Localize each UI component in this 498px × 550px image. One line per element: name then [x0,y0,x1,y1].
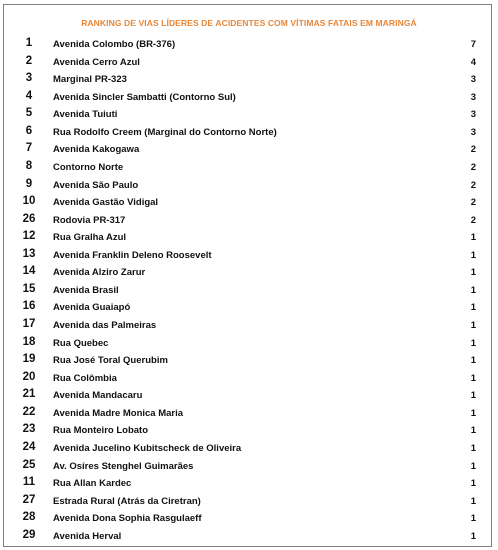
table-row [0,53,498,71]
rank-number: 4 [25,89,33,102]
rank-number: 18 [22,335,36,348]
table-row [0,88,498,106]
ranking-table [0,35,498,544]
road-name: Rua Allan Kardec [53,478,132,490]
fatal-accident-count: 7 [470,39,476,50]
road-name: Avenida Jucelino Kubitscheck de Oliveira [53,442,242,454]
rank-number: 26 [22,212,36,225]
rank-number: 7 [25,142,33,155]
road-name: Avenida Herval [53,530,122,542]
rank-number: 28 [22,511,36,524]
fatal-accident-count: 3 [470,126,476,138]
fatal-accident-count: 1 [470,372,476,384]
table-row [0,123,498,141]
rank-number: 3 [25,72,33,85]
fatal-accident-count: 1 [470,442,476,454]
rank-number: 25 [22,458,36,471]
road-name: Avenida Guaiapó [53,302,131,314]
fatal-accident-count: 1 [470,355,476,367]
rank-number: 19 [22,353,36,366]
rank-number: 27 [22,493,36,506]
road-name: Avenida São Paulo [53,179,139,191]
road-name: Avenida das Palmeiras [53,320,157,331]
road-name: Avenida Tuiuti [53,109,118,121]
fatal-accident-count: 1 [470,390,476,402]
fatal-accident-count: 1 [470,495,476,507]
fatal-accident-count: 1 [470,320,476,331]
table-row [0,211,498,229]
rank-number: 20 [22,370,36,383]
fatal-accident-count: 1 [470,337,476,349]
table-row [0,35,498,53]
rank-number: 6 [25,124,33,137]
fatal-accident-count: 2 [470,161,476,173]
table-row [0,386,498,404]
table-row [0,105,498,123]
road-name: Avenida Madre Monica Maria [53,407,184,419]
rank-number: 13 [22,247,36,260]
table-row [0,140,498,158]
rank-number: 1 [25,37,33,49]
table-row [0,334,498,352]
table-row [0,193,498,211]
fatal-accident-count: 1 [470,232,476,244]
rank-number: 15 [22,282,36,295]
road-name: Rua Gralha Azul [53,232,127,244]
table-row [0,158,498,176]
rank-number: 16 [22,300,36,313]
rank-number: 2 [25,54,33,67]
road-name: Avenida Colombo (BR-376) [53,39,176,50]
road-name: Marginal PR-323 [53,74,127,86]
road-name: Avenida Kakogawa [53,144,140,156]
rank-number: 17 [22,318,36,330]
fatal-accident-count: 1 [470,478,476,490]
table-row [0,527,498,545]
table-row [0,70,498,88]
road-name: Avenida Alziro Zarur [53,267,146,279]
table-row [0,246,498,264]
fatal-accident-count: 4 [470,56,476,68]
rank-number: 21 [22,388,36,401]
rank-number: 24 [22,440,36,453]
road-name: Avenida Mandacaru [53,390,143,402]
fatal-accident-count: 3 [470,91,476,103]
rank-number: 29 [22,528,36,541]
road-name: Avenida Dona Sophia Rasgulaeff [53,513,202,525]
fatal-accident-count: 3 [470,74,476,86]
road-name: Avenida Cerro Azul [53,56,140,68]
rank-number: 11 [22,476,36,489]
fatal-accident-count: 2 [470,144,476,156]
fatal-accident-count: 1 [470,407,476,419]
rank-number: 23 [22,423,36,436]
road-name: Av. Osíres Stenghel Guimarães [53,460,194,472]
fatal-accident-count: 1 [470,267,476,279]
fatal-accident-count: 2 [470,214,476,226]
fatal-accident-count: 1 [470,284,476,296]
road-name: Avenida Sincler Sambatti (Contorno Sul) [53,91,236,103]
table-row [0,439,498,457]
fatal-accident-count: 1 [470,513,476,525]
rank-number: 22 [22,405,36,418]
road-name: Estrada Rural (Atrás da Ciretran) [53,495,201,507]
table-row [0,316,498,334]
fatal-accident-count: 1 [470,425,476,437]
table-row [0,176,498,194]
table-row [0,457,498,475]
road-name: Rodovia PR-317 [53,214,126,226]
rank-number: 10 [22,195,36,208]
road-name: Rua José Toral Querubim [53,355,168,367]
rank-number: 5 [25,107,33,120]
road-name: Rua Quebec [53,337,109,349]
rank-number: 9 [25,177,33,190]
road-name: Rua Colômbia [53,372,117,384]
table-row [0,369,498,387]
fatal-accident-count: 1 [470,302,476,314]
ranking-title: RANKING DE VIAS LÍDERES DE ACIDENTES COM VÍTIMAS FATAIS EM MARINGÁ [81,18,417,28]
road-name: Avenida Brasil [53,284,119,296]
fatal-accident-count: 3 [470,109,476,121]
table-row [0,492,498,510]
rank-number: 12 [22,230,36,243]
table-row [0,421,498,439]
fatal-accident-count: 2 [470,179,476,191]
fatal-accident-count: 1 [470,249,476,261]
rank-number: 14 [22,265,36,278]
rank-number: 8 [25,159,33,172]
table-row [0,298,498,316]
table-row [0,474,498,492]
road-name: Rua Monteiro Lobato [53,425,148,437]
fatal-accident-count: 1 [470,460,476,472]
table-row [0,404,498,422]
fatal-accident-count: 1 [470,530,476,542]
road-name: Contorno Norte [53,161,124,173]
road-name: Rua Rodolfo Creem (Marginal do Contorno Norte) [53,126,277,138]
table-row [0,228,498,246]
road-name: Avenida Franklin Deleno Roosevelt [53,249,212,261]
table-row [0,263,498,281]
table-row [0,281,498,299]
table-row [0,351,498,369]
fatal-accident-count: 2 [470,197,476,209]
road-name: Avenida Gastão Vidigal [53,197,159,209]
table-row [0,509,498,527]
